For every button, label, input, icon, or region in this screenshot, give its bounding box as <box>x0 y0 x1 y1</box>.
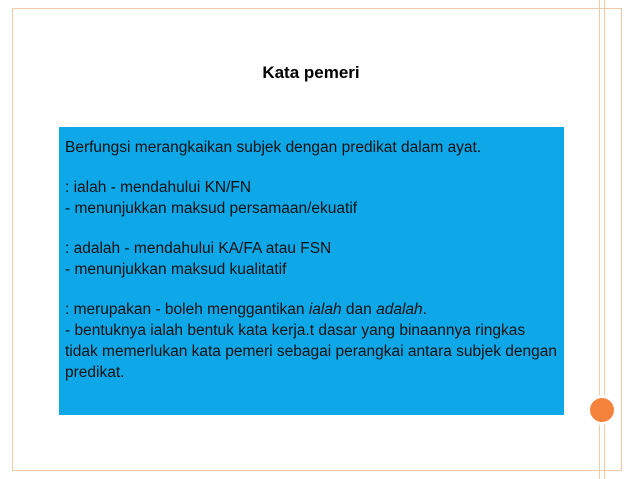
ialah-line: : ialah - mendahului KN/FN <box>65 179 252 196</box>
decorative-circle-icon <box>590 398 614 422</box>
bentuk-paragraph: - bentuknya ialah bentuk kata kerja.t dasar yang binaannya ringkas tidak memerlukan kata pemeri sebagai perangkai antara subjek dengan predikat. <box>65 322 557 381</box>
adalah-meaning-line: - menunjukkan maksud kualitatif <box>65 261 287 278</box>
merupakan-line <box>65 299 558 320</box>
spacer <box>65 280 558 299</box>
slide-title-container <box>0 63 638 83</box>
merupakan-dan: dan <box>341 301 377 318</box>
ialah-italic: ialah <box>308 301 342 318</box>
ialah-meaning-line: - menunjukkan maksud persamaan/ekuatif <box>65 200 358 217</box>
adalah-italic: adalah <box>376 301 423 318</box>
merupakan-suffix: . <box>422 301 427 318</box>
intro-line: Berfungsi merangkaikan subjek dengan predikat dalam ayat. <box>65 139 482 156</box>
slide-title: Kata pemeri <box>262 63 360 82</box>
spacer <box>65 219 558 238</box>
adalah-line: : adalah - mendahului KA/FA atau FSN <box>65 240 332 257</box>
merupakan-prefix: : merupakan - boleh menggantikan <box>65 301 309 318</box>
content-box <box>59 127 564 415</box>
spacer <box>65 158 558 177</box>
